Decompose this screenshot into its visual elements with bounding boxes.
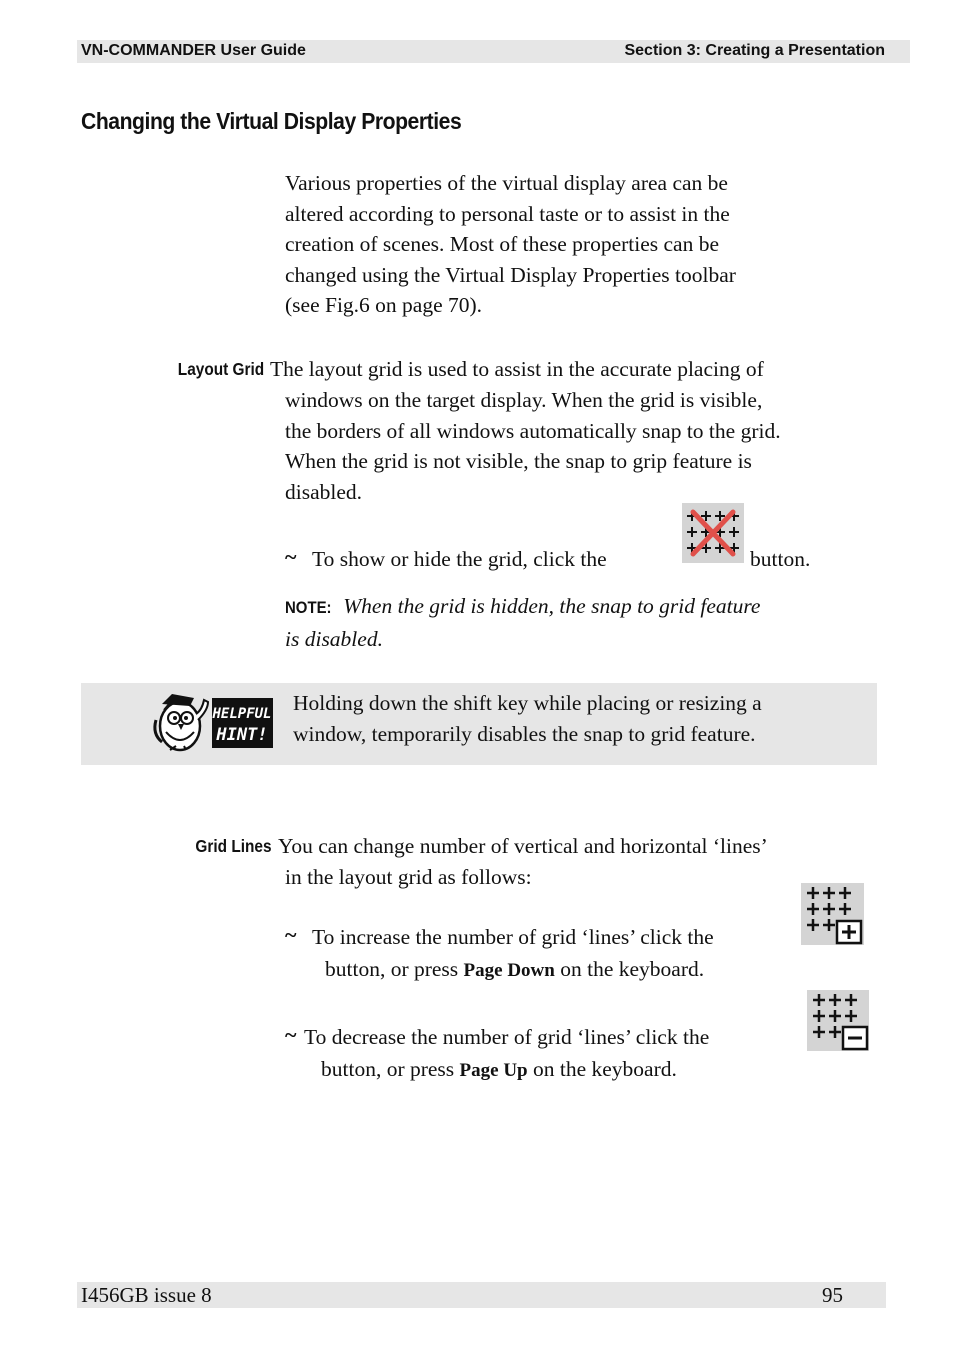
- increase-grid-text-after: on the keyboard.: [560, 957, 705, 981]
- hint-badge-line-1: HELPFUL: [212, 706, 272, 722]
- intro-line: (see Fig.6 on page 70).: [285, 293, 483, 318]
- owl-mascot-icon: [150, 690, 275, 754]
- toggle-grid-graphic: [682, 503, 744, 563]
- bullet-symbol: ~: [285, 922, 297, 947]
- page-down-key: Page Down: [463, 960, 555, 981]
- intro-line: creation of scenes. Most of these properties can be: [285, 232, 720, 257]
- helpful-hint-logo: [150, 690, 275, 754]
- hint-line: Holding down the shift key while placing or resizing a: [293, 691, 762, 715]
- increase-grid-icon[interactable]: [801, 883, 864, 945]
- layout-grid-first-line: The layout grid is used to assist in the accurate placing of: [270, 357, 764, 381]
- bullet-symbol: ~: [285, 544, 297, 569]
- header-section-title: Section 3: Creating a Presentation: [624, 42, 885, 59]
- header-guide-title: VN-COMMANDER User Guide: [81, 42, 306, 59]
- decrease-grid-text: button, or press: [321, 1057, 455, 1081]
- intro-line: changed using the Virtual Display Properties toolbar: [285, 262, 736, 287]
- decrease-grid-icon[interactable]: [807, 990, 869, 1051]
- section-title: Changing the Virtual Display Properties: [81, 108, 462, 134]
- page-up-key: Page Up: [459, 1060, 528, 1081]
- layout-grid-line: When the grid is not visible, the snap to grip feature is: [285, 449, 752, 474]
- hint-text: [293, 688, 762, 749]
- increase-grid-line-2: [325, 954, 704, 987]
- layout-grid-label: Layout Grid: [177, 359, 264, 379]
- grid-lines-label: Grid Lines: [195, 836, 272, 856]
- decrease-grid-line-1: To decrease the number of grid ‘lines’ click the: [304, 1025, 710, 1049]
- toggle-grid-button-word: button.: [750, 547, 811, 571]
- decrease-grid-line-2: [321, 1054, 677, 1087]
- decrease-grid-text-after: on the keyboard.: [533, 1057, 677, 1081]
- layout-grid-line: the borders of all windows automatically snap to the grid.: [285, 418, 781, 443]
- hint-line: window, temporarily disables the snap to grid feature.: [293, 721, 756, 746]
- layout-grid-paragraph: [285, 385, 781, 507]
- decrease-grid-graphic: [807, 990, 869, 1051]
- note: [285, 591, 760, 654]
- increase-grid-graphic: [801, 883, 864, 945]
- layout-grid-line: windows on the target display. When the grid is visible,: [285, 388, 763, 412]
- layout-grid-line: disabled.: [285, 479, 363, 504]
- note-line-1: [285, 591, 760, 624]
- toggle-grid-icon[interactable]: [682, 503, 744, 563]
- note-label: NOTE:: [285, 598, 332, 617]
- bullet-symbol: ~: [285, 1022, 297, 1047]
- intro-line: altered according to personal taste or to assist in the: [285, 201, 730, 226]
- increase-grid-line-1: To increase the number of grid ‘lines’ click the: [312, 925, 714, 949]
- toggle-grid-instruction: To show or hide the grid, click the: [312, 547, 607, 571]
- note-text: When the grid is hidden, the snap to grid feature: [343, 594, 761, 618]
- grid-lines-second-line: in the layout grid as follows:: [285, 865, 532, 889]
- intro-paragraph: [285, 168, 736, 321]
- note-line-2: is disabled.: [285, 626, 383, 651]
- page-number: 95: [822, 1283, 843, 1307]
- grid-lines-first-line: You can change number of vertical and horizontal ‘lines’: [278, 834, 768, 858]
- hint-badge-line-2: HINT!: [216, 725, 268, 745]
- footer-issue: I456GB issue 8: [81, 1283, 212, 1307]
- increase-grid-text: button, or press: [325, 957, 459, 981]
- intro-line: Various properties of the virtual display area can be: [285, 171, 728, 195]
